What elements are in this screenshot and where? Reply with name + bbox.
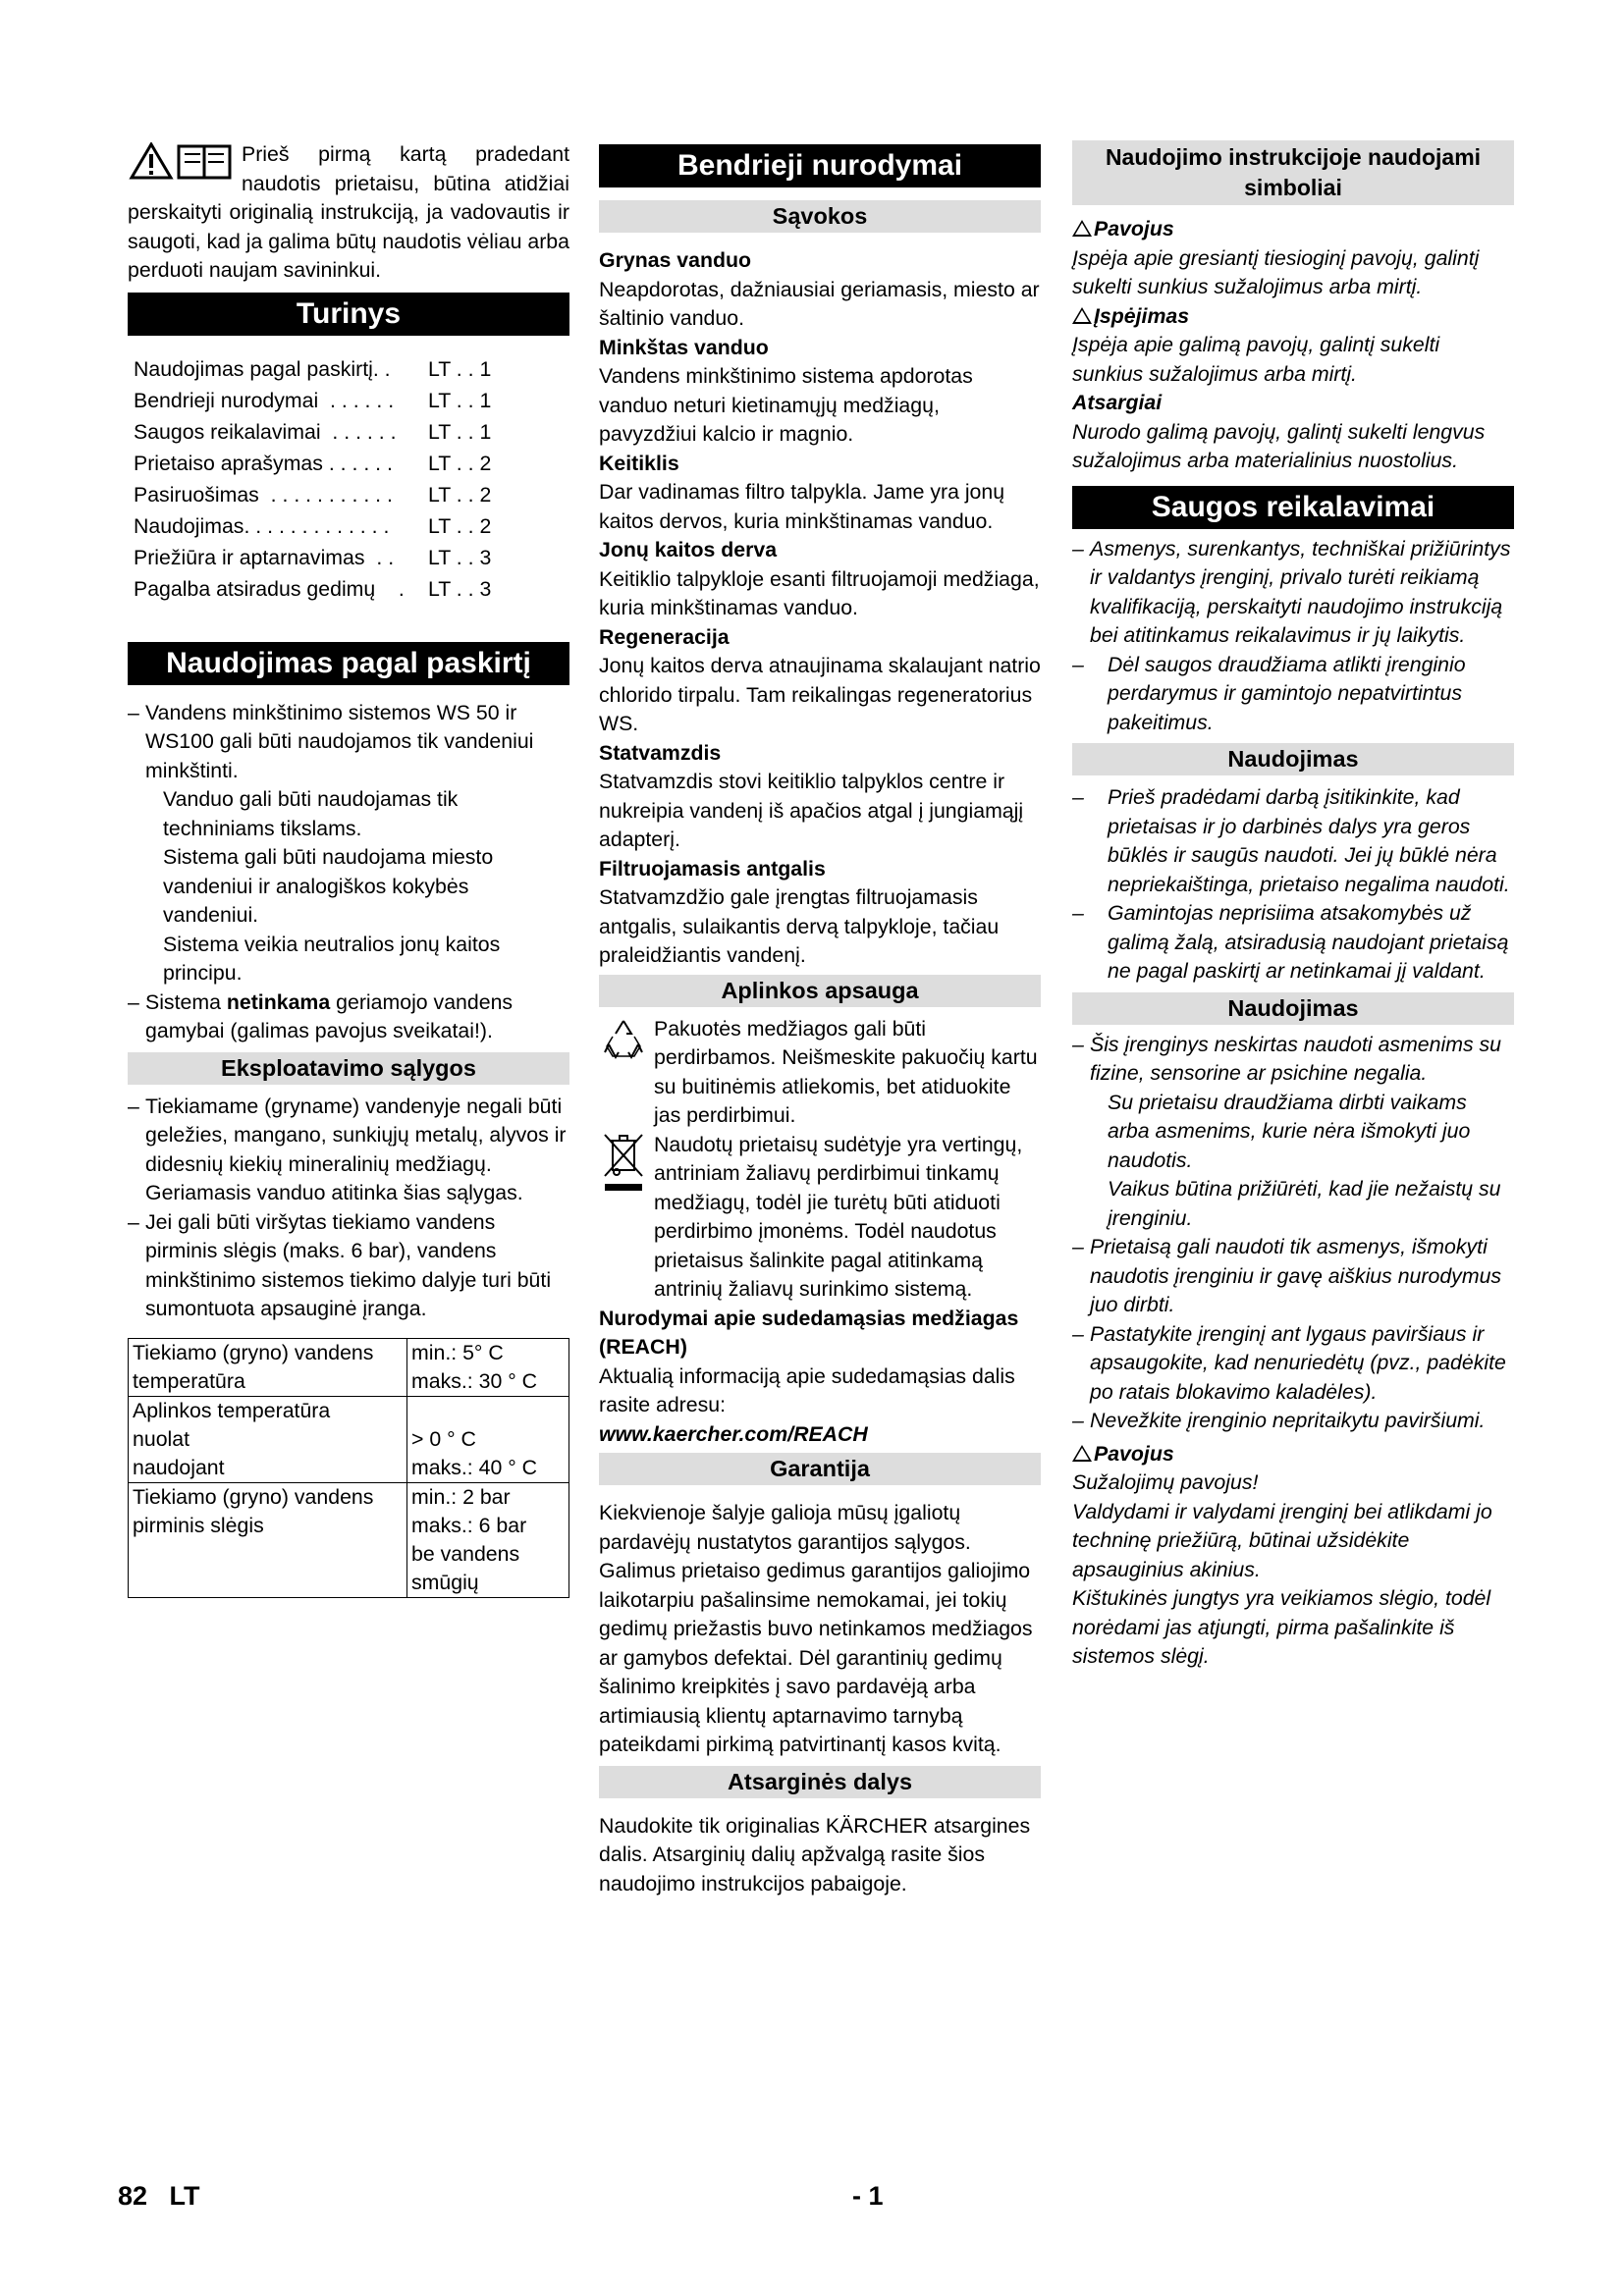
symbols-list: [1072, 215, 1514, 476]
safety-danger-block: [1072, 1440, 1514, 1672]
terms-list: [599, 246, 1041, 971]
list-item: – Gamintojas neprisiima atsakomybės už galimą žalą, atsiradusią naudojant prietaisą ne pagal paskirtį ar netinkamai jį valdant.: [1072, 901, 1509, 983]
toc-row-page: LT . . 2: [428, 482, 492, 507]
danger-line: Sužalojimų pavojus!: [1072, 1470, 1259, 1494]
conditions-title: Eksploatavimo sąlygos: [128, 1052, 569, 1085]
list-paragraph: Vaikus būtina prižiūrėti, kad jie nežaistų su įrenginiu.: [1108, 1177, 1501, 1230]
toc-row: [128, 479, 569, 510]
danger-line: Kištukinės jungtys yra veikiamos slėgio, todėl norėdami jas atjungti, pirma pašalinkite iš sistemos slėgį.: [1072, 1586, 1491, 1668]
safety-title: Saugos reikalavimai: [1072, 486, 1514, 529]
toc-row-name: Pasiruošimas . . . . . . . . . . .: [134, 482, 393, 507]
term-text: Dar vadinamas filtro talpykla. Jame yra jonų kaitos dervos, kuria minkštinamas vanduo.: [599, 480, 1005, 533]
term-text: Keitiklio talpykloje esanti filtruojamoji medžiaga, kuria minkštinamas vanduo.: [599, 566, 1040, 619]
env-recycle-text: Pakuotės medžiagos gali būti perdirbamos. Neišmeskite pakuočių kartu su buitinėmis atliekomis, bet atiduokite jas perdirbimui.: [654, 1016, 1038, 1127]
table-cell: Tiekiamo (gryno) vandens pirminis slėgis: [129, 1482, 407, 1597]
list-item: – Vandens minkštinimo sistemos WS 50 ir WS100 gali būti naudojamos tik vandeniui minkštinti.: [128, 700, 534, 782]
toc-row: [128, 573, 569, 605]
toc-row: [128, 542, 569, 573]
env-weee-text: Naudotų prietaisų sudėtyje yra vertingų, antriniam žaliavų perdirbimui tinkamų medžiagų, todėl jie turėtų būti atiduoti perdirbimo įmonėms. Todėl naudotus prietaisus šalinkite pagal atitinkamą antrinių žaliavų surinkimo sistemą.: [654, 1132, 1023, 1301]
intro-block: [128, 140, 569, 286]
use1-list: [1072, 783, 1514, 987]
list-item: – Šis įrenginys neskirtas naudoti asmenims su fizine, sensorine ar psichine negalia.: [1072, 1032, 1502, 1085]
parts-title: Atsarginės dalys: [599, 1766, 1041, 1798]
reach-text: Aktualią informaciją apie sudedamąsias dalis rasite adresu:: [599, 1363, 1015, 1416]
use2-title: Naudojimas: [1072, 992, 1514, 1025]
toc-list: [128, 353, 569, 605]
toc-row: [128, 385, 569, 416]
toc-row-page: LT . . 1: [428, 419, 492, 444]
warning-triangle-icon: [1072, 220, 1092, 237]
list-item: – Pastatykite įrenginį ant lygaus paviršiaus ir apsaugokite, kad nenuriedėtų (pvz., padėkite po ratais blokavimo kaladėles).: [1072, 1321, 1506, 1404]
env-weee-block: [599, 1131, 1041, 1305]
use-list: [128, 699, 569, 1046]
toc-row-name: Pagalba atsiradus gedimų .: [134, 576, 405, 601]
term-heading: Regeneracija: [599, 624, 730, 649]
danger-heading: Pavojus: [1072, 215, 1514, 244]
toc-row-name: Priežiūra ir aptarnavimas . .: [134, 545, 395, 569]
env-title: Aplinkos apsauga: [599, 975, 1041, 1007]
warranty-text: Kiekvienoje šalyje galioja mūsų įgaliotų pardavėjų nustatytos garantijos sąlygos. Galimus prietaiso gedimus garantijos galiojimo laikotarpiu pašalinsime nemokamai, jei tokių gedimų priežastis buvo netinkamos medžiagos ar gamybos defektai. Dėl garantinių gedimų šalinimo kreipkitės į savo pardavėją arba artimiausią klientų aptarnavimo tarnybą pateikdami pirkimą patvirtinantį kasos kvitą.: [599, 1501, 1033, 1756]
crossed-bin-icon: [599, 1131, 654, 1305]
general-title: Bendrieji nurodymai: [599, 144, 1041, 187]
footer-page-number: - 1: [852, 2181, 884, 2211]
toc-row-page: LT . . 2: [428, 513, 492, 538]
caution-heading: Atsargiai: [1072, 391, 1163, 414]
list-item: – Sistema netinkama geriamojo vandens gamybai (galimas pavojus sveikatai!).: [128, 989, 514, 1042]
conditions-table: [128, 1338, 569, 1598]
list-paragraph: Su prietaisu draudžiama dirbti vaikams arba asmenims, kurie nėra išmokyti juo naudotis.: [1108, 1090, 1471, 1172]
toc-row-name: Naudojimas. . . . . . . . . . . . .: [134, 513, 390, 538]
term-heading: Grynas vanduo: [599, 248, 752, 272]
term-text: Jonų kaitos derva atnaujinama skalaujant natrio chlorido tirpalu. Tam reikalingas regeneratorius WS.: [599, 654, 1041, 735]
use2-list: [1072, 1031, 1514, 1436]
table-cell: > 0 ° C maks.: 40 ° C: [407, 1396, 569, 1482]
symbols-title: Naudojimo instrukcijoje naudojami simboliai: [1072, 140, 1514, 205]
table-cell: min.: 2 bar maks.: 6 bar be vandens smūgių: [407, 1482, 569, 1597]
toc-row-name: Prietaiso aprašymas . . . . . .: [134, 451, 393, 475]
list-item: – Prietaisą gali naudoti tik asmenys, išmokyti naudotis įrenginiu ir gavę aiškius nurodymus juo dirbti.: [1072, 1235, 1502, 1316]
toc-row: [128, 510, 569, 542]
conditions-list: [128, 1093, 569, 1324]
column-2: [599, 140, 1041, 1898]
term-heading: Jonų kaitos derva: [599, 538, 778, 561]
toc-row-name: Saugos reikalavimai . . . . . .: [134, 419, 397, 444]
column-3: [1072, 140, 1514, 1672]
warning-heading: Įspėjimas: [1072, 302, 1514, 332]
table-row: [129, 1482, 569, 1597]
table-cell: Tiekiamo (gryno) vandens temperatūra: [129, 1338, 407, 1396]
term-text: Statvamzdžio gale įrengtas filtruojamasis antgalis, sulaikantis dervą talpykloje, tačiau praleidžiantis vandenį.: [599, 885, 1000, 967]
list-item: – Asmenys, surenkantys, techniškai prižiūrintys ir valdantys įrenginį, privalo turėti reikiamą kvalifikaciją, perskaityti naudojimo instrukciją bei atitinkamus reikalavimus ir jų laikytis.: [1072, 536, 1511, 647]
toc-row-page: LT . . 2: [428, 451, 492, 475]
recycle-icon: [599, 1015, 654, 1131]
warranty-title: Garantija: [599, 1453, 1041, 1485]
list-item: – Dėl saugos draudžiama atlikti įrenginio perdarymus ir gamintojo nepatvirtintus pakeitimus.: [1072, 652, 1466, 734]
use1-title: Naudojimas: [1072, 743, 1514, 775]
term-text: Vandens minkštinimo sistema apdorotas vanduo neturi kietinamųjų medžiagų, pavyzdžiui kalcio ir magnio.: [599, 364, 973, 446]
term-heading: Statvamzdis: [599, 740, 722, 765]
reach-link[interactable]: www.kaercher.com/REACH: [599, 1421, 868, 1446]
danger-text: Įspėja apie gresiantį tiesioginį pavojų, galintį sukelti sunkius sužalojimus arba mirtį.: [1072, 245, 1480, 298]
warning-triangle-icon: [1072, 1445, 1092, 1462]
term-heading: Filtruojamasis antgalis: [599, 856, 826, 881]
toc-row-name: Naudojimas pagal paskirtį. .: [134, 356, 391, 381]
table-cell: min.: 5° C maks.: 30 ° C: [407, 1338, 569, 1396]
term-text: Neapdorotas, dažniausiai geriamasis, miesto ar šaltinio vanduo.: [599, 277, 1040, 330]
table-row: [129, 1338, 569, 1396]
toc-row: [128, 416, 569, 448]
toc-row-page: LT . . 3: [428, 545, 492, 569]
intro-text: Prieš pirmą kartą pradedant naudotis prietaisu, būtina atidžiai perskaityti originalią instrukciją, ja vadovautis ir saugoti, kad ja galima būtų naudotis vėliau arba perduoti naujam savininkui.: [128, 142, 569, 282]
toc-row-page: LT . . 1: [428, 356, 492, 381]
danger-heading: Pavojus: [1072, 1440, 1514, 1469]
table-cell: Aplinkos temperatūra nuolat naudojant: [129, 1396, 407, 1482]
term-heading: Minkštas vanduo: [599, 335, 769, 359]
warning-text: Įspėja apie galimą pavojų, galintį sukelti sunkius sužalojimus arba mirtį.: [1072, 333, 1440, 386]
safety-list: [1072, 535, 1514, 738]
toc-row-page: LT . . 1: [428, 388, 492, 412]
term-text: Statvamzdis stovi keitiklio talpyklos centre ir nukreipia vandenį iš apačios atgal į jungiamąjį adapterį.: [599, 770, 1024, 851]
env-recycle-block: [599, 1015, 1041, 1131]
parts-text: Naudokite tik originalias KÄRCHER atsargines dalis. Atsarginių dalių apžvalgą rasite šios naudojimo instrukcijos pabaigoje.: [599, 1813, 1031, 1896]
list-item: – Tiekiamame (gryname) vandenyje negali būti geležies, mangano, sunkiųjų metalų, alyvos ir didesnių kiekių mineralinių medžiagų. Geriamasis vanduo atitinka šias sąlygas.: [128, 1094, 567, 1204]
warning-triangle-icon: [1072, 307, 1092, 324]
table-row: [129, 1396, 569, 1482]
reach-heading: Nurodymai apie sudedamąsias medžiagas (REACH): [599, 1306, 1019, 1359]
toc-row: [128, 353, 569, 385]
list-paragraph: Vanduo gali būti naudojamas tik techniniams tikslams.: [163, 787, 459, 840]
list-item: – Nevežkite įrenginio nepritaikytu paviršiumi.: [1072, 1409, 1486, 1432]
toc-row-page: LT . . 3: [428, 576, 492, 601]
use-title: Naudojimas pagal paskirtį: [128, 642, 569, 685]
terms-title: Sąvokos: [599, 200, 1041, 233]
footer-page-lang: 82 LT: [118, 2181, 200, 2211]
warning-book-icon: [128, 142, 238, 184]
column-1: [128, 140, 569, 1598]
toc-row: [128, 448, 569, 479]
danger-line: Valdydami ir valydami įrenginį bei atlikdami jo techninę priežiūrą, būtinai užsidėkite apsauginius akinius.: [1072, 1499, 1492, 1581]
list-item: – Prieš pradėdami darbą įsitikinkite, kad prietaisas ir jo darbinės dalys yra geros būklės ir saugūs naudoti. Jei jų būklė nėra nepriekaištinga, prietaiso negalima naudoti.: [1072, 785, 1510, 896]
list-paragraph: Sistema veikia neutralios jonų kaitos principu.: [163, 932, 501, 985]
term-heading: Keitiklis: [599, 451, 679, 475]
list-item: – Jei gali būti viršytas tiekiamo vandens pirminis slėgis (maks. 6 bar), vandens minkštinimo sistemos tiekimo dalyje turi būti sumontuota apsauginė įranga.: [128, 1209, 552, 1320]
caution-text: Nurodo galimą pavojų, galintį sukelti lengvus sužalojimus arba materialinius nuostolius.: [1072, 419, 1486, 472]
toc-row-name: Bendrieji nurodymai . . . . . .: [134, 388, 395, 412]
list-paragraph: Sistema gali būti naudojama miesto vandeniui ir analogiškos kokybės vandeniui.: [163, 845, 494, 927]
toc-title: Turinys: [128, 293, 569, 336]
